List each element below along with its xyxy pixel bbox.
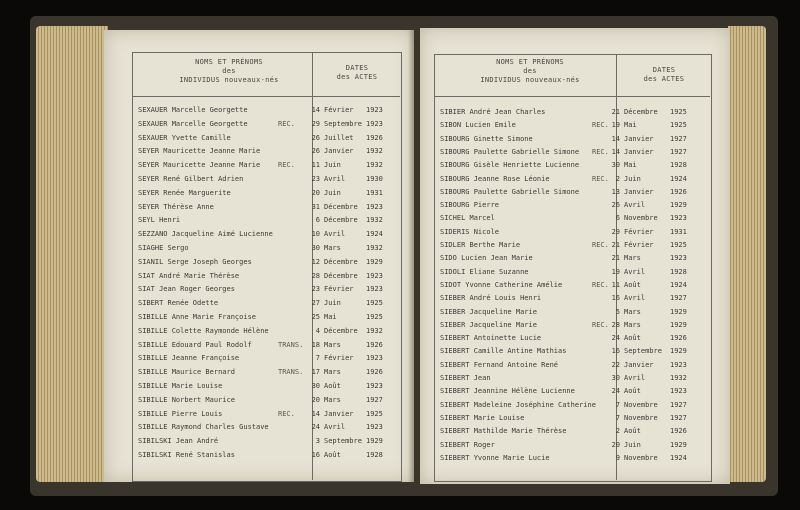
entry-name: SEYER Thérèse Anne [138, 202, 214, 211]
entry-day: 30 [311, 244, 320, 252]
entry-name: SIBOURG Gisèle Henriette Lucienne [440, 161, 580, 170]
entry-month: Décembre [324, 202, 358, 211]
entry-name: SEZZANO Jacqueline Aimé Lucienne [138, 230, 273, 239]
entry-name: SIDOT Yvonne Catherine Amélie [440, 280, 563, 289]
entry-name: SIBILSKI René Stanislas [138, 451, 235, 459]
table-row [138, 451, 404, 464]
entry-day: 14 [311, 106, 320, 114]
entry-name: SIBILLE Colette Raymonde Hélène [138, 326, 269, 335]
entry-month: Mars [324, 368, 341, 377]
entry-year: 1927 [670, 294, 687, 303]
entry-month: Avril [624, 294, 646, 303]
entry-day: 14 [611, 147, 620, 156]
entry-name: SIBILLE Jeanne Françoise [138, 354, 240, 363]
entry-day: 2 [615, 427, 620, 436]
table-row [138, 134, 404, 147]
entry-year: 1926 [366, 340, 383, 349]
left-header-rule [132, 96, 400, 97]
entry-month: Août [624, 427, 641, 436]
entry-day: 19 [611, 267, 620, 276]
entry-month: Décembre [324, 271, 358, 280]
entry-year: 1931 [670, 227, 687, 236]
entry-day: 20 [311, 395, 320, 404]
table-row [440, 188, 722, 201]
table-row [138, 230, 404, 243]
entry-day: 17 [311, 368, 320, 377]
entry-day: 24 [311, 423, 320, 432]
entry-month: Avril [324, 423, 346, 432]
entry-note: REC. [592, 241, 609, 249]
entry-month: Février [624, 241, 654, 249]
entry-note: REC. [592, 174, 609, 183]
table-row [440, 454, 722, 467]
entry-name: SIDERIS Nicole [440, 227, 500, 236]
table-row [138, 244, 404, 257]
entry-name: SIAGHE Sergo [138, 244, 189, 252]
entry-name: SIEBERT Camille Antine Mathias [440, 347, 567, 356]
entry-name: SEXAUER Yvette Camille [138, 133, 231, 142]
entry-day: 14 [611, 134, 620, 143]
entry-name: SIBOURG Paulette Gabrielle Simone [440, 147, 580, 156]
entry-name: SIEBERT Yvonne Marie Lucie [440, 453, 550, 462]
table-row [138, 410, 404, 423]
entry-day: 14 [311, 409, 320, 418]
entry-day: 7 [615, 413, 620, 422]
entry-name: SIEBERT Madeleine Joséphine Catherine [440, 400, 596, 409]
entry-year: 1925 [366, 409, 383, 418]
entry-year: 1932 [366, 161, 383, 170]
table-row [440, 308, 722, 321]
table-row [440, 175, 722, 188]
entry-year: 1923 [366, 119, 383, 128]
entry-year: 1928 [670, 161, 687, 170]
entry-note: TRANS. [278, 340, 304, 349]
entry-day: 21 [611, 108, 620, 116]
table-row [138, 285, 404, 298]
entry-day: 24 [611, 387, 620, 396]
entry-month: Août [624, 387, 641, 396]
entry-month: Juin [624, 440, 641, 449]
entry-month: Février [624, 227, 654, 236]
entry-month: Janvier [624, 360, 654, 369]
entry-month: Janvier [324, 409, 354, 418]
entry-name: SIEBERT Antoinette Lucie [440, 334, 542, 343]
entry-name: SIBILLE Anne Marie Françoise [138, 313, 257, 321]
table-row [440, 135, 722, 148]
table-row [138, 396, 404, 409]
table-row [138, 423, 404, 436]
entry-note: REC. [592, 280, 609, 289]
table-row [440, 214, 722, 227]
entry-month: Mars [324, 340, 341, 349]
entry-day: 13 [611, 187, 620, 196]
table-row [440, 334, 722, 347]
table-row [138, 437, 404, 450]
entry-year: 1932 [366, 216, 383, 225]
entry-year: 1925 [670, 121, 687, 130]
entry-day: 16 [311, 451, 320, 459]
entry-month: Avril [624, 267, 646, 276]
entry-name: SIEBER Jacqueline Marie [440, 320, 537, 329]
entry-month: Juillet [324, 133, 354, 142]
entry-day: 26 [311, 147, 320, 156]
entry-name: SIEBERT Fernand Antoine René [440, 360, 559, 369]
right-page-edges [728, 26, 766, 482]
entry-year: 1923 [670, 387, 687, 396]
table-row [440, 387, 722, 400]
entry-year: 1926 [366, 368, 383, 377]
table-row [138, 382, 404, 395]
entry-day: 12 [311, 257, 320, 266]
entry-name: SIDO Lucien Jean Marie [440, 254, 533, 263]
table-row [440, 347, 722, 360]
table-row [440, 401, 722, 414]
entry-month: Mars [624, 307, 641, 316]
entry-month: Août [324, 382, 341, 390]
entry-month: Mai [624, 121, 637, 130]
entry-name: SIEBER André Louis Henri [440, 294, 542, 303]
entry-year: 1923 [366, 285, 383, 294]
entry-day: 6 [615, 214, 620, 223]
right-dates-header: DATES des ACTES [643, 66, 685, 83]
entry-year: 1927 [670, 147, 687, 156]
entry-day: 20 [311, 188, 320, 197]
left-dates-header: DATES des ACTES [336, 64, 378, 81]
entry-year: 1926 [670, 187, 687, 196]
entry-day: 31 [311, 202, 320, 211]
entry-name: SIBILLE Pierre Louis [138, 409, 223, 418]
entry-year: 1925 [670, 241, 687, 249]
entry-name: SIANIL Serge Joseph Georges [138, 257, 252, 266]
entry-month: Avril [324, 230, 346, 239]
entry-year: 1929 [366, 257, 383, 266]
entry-year: 1923 [670, 360, 687, 369]
entry-name: SIBILSKI Jean André [138, 437, 219, 446]
table-row [138, 354, 404, 367]
entry-year: 1927 [670, 413, 687, 422]
entry-name: SIBON Lucien Emile [440, 121, 516, 130]
entry-day: 29 [611, 227, 620, 236]
entry-day: 24 [611, 334, 620, 343]
entry-month: Mars [324, 244, 341, 252]
entry-day: 27 [311, 299, 320, 308]
table-row [440, 228, 722, 241]
table-row [138, 175, 404, 188]
entry-month: Septembre [324, 437, 362, 446]
entry-day: 20 [611, 440, 620, 449]
entry-year: 1924 [670, 174, 687, 183]
entry-month: Septembre [624, 347, 662, 356]
left-page [104, 30, 414, 482]
entry-day: 19 [611, 121, 620, 130]
table-row [440, 108, 722, 121]
table-row [138, 161, 404, 174]
entry-day: 7 [315, 354, 320, 363]
entry-name: SIBILLE Maurice Bernard [138, 368, 235, 377]
entry-name: SIBILLE Raymond Charles Gustave [138, 423, 269, 432]
entry-year: 1926 [670, 427, 687, 436]
table-row [138, 203, 404, 216]
entry-name: SEXAUER Marcelle Georgette [138, 106, 248, 114]
left-page-edges [36, 26, 108, 482]
entry-month: Juin [324, 188, 341, 197]
entry-note: REC. [278, 119, 295, 128]
entry-year: 1929 [670, 307, 687, 316]
entry-day: 9 [615, 453, 620, 462]
table-row [138, 147, 404, 160]
table-row [138, 299, 404, 312]
entry-month: Novembre [624, 400, 658, 409]
table-row [138, 216, 404, 229]
entry-year: 1926 [670, 334, 687, 343]
entry-month: Novembre [624, 453, 658, 462]
entry-day: 30 [611, 374, 620, 382]
entry-year: 1930 [366, 175, 383, 183]
entry-month: Août [324, 451, 341, 459]
entry-day: 10 [311, 230, 320, 239]
entry-month: Février [324, 106, 354, 114]
entry-name: SIBILLE Norbert Maurice [138, 395, 235, 404]
entry-year: 1923 [366, 382, 383, 390]
table-row [138, 189, 404, 202]
entry-year: 1925 [670, 108, 687, 116]
entry-year: 1923 [366, 106, 383, 114]
entry-day: 11 [311, 161, 320, 170]
table-row [440, 321, 722, 334]
entry-day: 4 [315, 326, 320, 335]
entry-day: 30 [311, 382, 320, 390]
entry-month: Mars [624, 254, 641, 263]
table-row [440, 268, 722, 281]
entry-name: SIDLER Berthe Marie [440, 241, 521, 249]
entry-note: TRANS. [278, 368, 304, 377]
entry-month: Janvier [624, 187, 654, 196]
entry-year: 1923 [366, 271, 383, 280]
table-row [440, 161, 722, 174]
entry-month: Avril [624, 201, 646, 210]
entry-year: 1932 [670, 374, 687, 382]
entry-name: SIBOURG Pierre [440, 201, 500, 210]
table-row [138, 368, 404, 381]
entry-day: 23 [311, 285, 320, 294]
entry-name: SIEBERT Mathilde Marie Thérèse [440, 427, 567, 436]
entry-day: 7 [615, 400, 620, 409]
table-row [440, 374, 722, 387]
entry-year: 1924 [670, 280, 687, 289]
entry-month: Novembre [624, 413, 658, 422]
entry-year: 1923 [366, 202, 383, 211]
table-row [440, 121, 722, 134]
entry-month: Janvier [624, 134, 654, 143]
entry-name: SIDOLI Eliane Suzanne [440, 267, 529, 276]
entry-year: 1927 [670, 134, 687, 143]
entry-name: SEXAUER Marcelle Georgette [138, 119, 248, 128]
entry-name: SEYER Mauricette Jeanne Marie [138, 147, 261, 156]
entry-name: SIEBERT Jeannine Hélène Lucienne [440, 387, 575, 396]
entry-year: 1931 [366, 188, 383, 197]
entry-month: Mai [324, 313, 337, 321]
table-row [138, 272, 404, 285]
table-row [440, 148, 722, 161]
entry-month: Avril [324, 175, 346, 183]
right-page [420, 28, 730, 484]
entry-day: 2 [615, 174, 620, 183]
entry-year: 1932 [366, 147, 383, 156]
entry-name: SIEBERT Marie Louise [440, 413, 525, 422]
entry-year: 1923 [670, 254, 687, 263]
entry-day: 25 [311, 313, 320, 321]
entry-day: 18 [311, 340, 320, 349]
entry-month: Août [624, 280, 641, 289]
entry-note: REC. [592, 121, 609, 130]
entry-name: SIAT André Marie Thérèse [138, 271, 240, 280]
table-row [440, 294, 722, 307]
entry-day: 16 [611, 294, 620, 303]
table-row [440, 254, 722, 267]
entry-year: 1925 [366, 313, 383, 321]
entry-month: Décembre [324, 257, 358, 266]
entry-year: 1929 [670, 201, 687, 210]
entry-note: REC. [278, 409, 295, 418]
entry-year: 1923 [366, 423, 383, 432]
entry-year: 1929 [670, 320, 687, 329]
entry-day: 21 [611, 241, 620, 249]
entry-month: Novembre [624, 214, 658, 223]
entry-day: 29 [311, 119, 320, 128]
table-row [138, 327, 404, 340]
entry-month: Février [324, 285, 354, 294]
entry-day: 28 [311, 271, 320, 280]
entry-name: SIBILLE Edouard Paul Rodolf [138, 340, 252, 349]
entry-month: Mars [324, 395, 341, 404]
table-row [440, 241, 722, 254]
entry-year: 1928 [366, 451, 383, 459]
entry-name: SIBOURG Paulette Gabrielle Simone [440, 187, 580, 196]
entry-year: 1924 [366, 230, 383, 239]
table-row [440, 281, 722, 294]
entry-name: SIEBER Jacqueline Marie [440, 307, 537, 316]
table-row [138, 120, 404, 133]
entry-name: SIEBERT Roger [440, 440, 495, 449]
entry-day: 28 [611, 320, 620, 329]
entry-day: 22 [611, 360, 620, 369]
entry-month: Février [324, 354, 354, 363]
entry-month: Décembre [324, 326, 358, 335]
entry-year: 1923 [366, 354, 383, 363]
entry-month: Janvier [624, 147, 654, 156]
right-header-rule [434, 96, 710, 97]
entry-name: SEYL Henri [138, 216, 181, 225]
entry-name: SIBOURG Ginette Simone [440, 134, 533, 143]
table-row [138, 313, 404, 326]
entry-day: 6 [315, 216, 320, 225]
entry-name: SIAT Jean Roger Georges [138, 285, 235, 294]
table-row [440, 427, 722, 440]
entry-name: SIBIER André Jean Charles [440, 108, 546, 116]
entry-day: 21 [611, 254, 620, 263]
entry-name: SIBERT Renée Odette [138, 299, 219, 308]
entry-day: 16 [611, 347, 620, 356]
left-names-header: NOMS ET PRÉNOMS des INDIVIDUS nouveaux-nés [179, 58, 279, 84]
entry-year: 1923 [670, 214, 687, 223]
entry-year: 1929 [670, 347, 687, 356]
entry-year: 1929 [670, 440, 687, 449]
table-row [138, 258, 404, 271]
entry-day: 5 [615, 307, 620, 316]
table-row [138, 106, 404, 119]
entry-year: 1925 [366, 299, 383, 308]
entry-year: 1924 [670, 453, 687, 462]
entry-name: SIBILLE Marie Louise [138, 382, 223, 390]
entry-month: Août [624, 334, 641, 343]
entry-day: 30 [611, 161, 620, 170]
table-row [440, 201, 722, 214]
entry-year: 1926 [366, 133, 383, 142]
entry-name: SEYER René Gilbert Adrien [138, 175, 244, 183]
entry-month: Mars [624, 320, 641, 329]
table-row [138, 341, 404, 354]
table-row [440, 441, 722, 454]
entry-day: 3 [315, 437, 320, 446]
entry-year: 1927 [670, 400, 687, 409]
entry-note: REC. [278, 161, 295, 170]
entry-month: Juin [324, 161, 341, 170]
right-names-header: NOMS ET PRÉNOMS des INDIVIDUS nouveaux-nés [480, 58, 580, 84]
table-row [440, 361, 722, 374]
entry-day: 11 [611, 280, 620, 289]
entry-year: 1928 [670, 267, 687, 276]
entry-year: 1929 [366, 437, 383, 446]
entry-month: Avril [624, 374, 646, 382]
entry-day: 26 [311, 133, 320, 142]
entry-note: REC. [592, 147, 609, 156]
entry-day: 26 [611, 201, 620, 210]
entry-name: SIEBERT Jean [440, 374, 491, 382]
entry-month: Décembre [624, 108, 658, 116]
entry-day: 23 [311, 175, 320, 183]
entry-name: SEYER Renée Marguerite [138, 188, 231, 197]
entry-year: 1927 [366, 395, 383, 404]
entry-month: Décembre [324, 216, 358, 225]
entry-year: 1932 [366, 244, 383, 252]
entry-month: Juin [324, 299, 341, 308]
entry-year: 1932 [366, 326, 383, 335]
entry-name: SIBOURG Jeanne Rose Léonie [440, 174, 550, 183]
entry-note: REC. [592, 320, 609, 329]
entry-name: SICHEL Marcel [440, 214, 495, 223]
entry-month: Juin [624, 174, 641, 183]
entry-month: Mai [624, 161, 637, 170]
entry-name: SEYER Mauricette Jeanne Marie [138, 161, 261, 170]
table-row [440, 414, 722, 427]
entry-month: Janvier [324, 147, 354, 156]
entry-month: Septembre [324, 119, 362, 128]
